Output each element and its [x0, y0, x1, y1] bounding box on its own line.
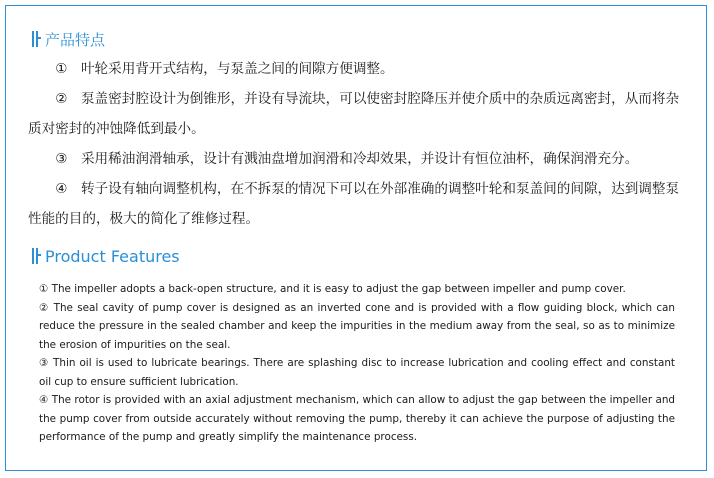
en-features-list — [6, 280, 706, 447]
cn-feature-item-4: ④ 转子设有轴向调整机构，在不拆泵的情况下可以在外部准确的调整叶轮和泵盖间的间隙，达到调整泵性能的目的，极大的简化了维修过程。 — [28, 181, 680, 227]
en-feature-item-4: ④ The rotor is provided with an axial adjustment mechanism, which can allow to adjust the gap between the impeller and the pump cover from outside accurately without removing the pump, thereby it can achieve the purpose of adjusting the performance of the pump and greatly simplify the maintenance process. — [39, 394, 675, 443]
en-feature-item-1: ① The impeller adopts a back-open structure, and it is easy to adjust the gap between impeller and pump cover. — [39, 283, 626, 295]
en-section-title: Product Features — [45, 246, 180, 266]
content-frame — [5, 5, 707, 471]
cn-features-section — [6, 26, 706, 234]
cn-feature-item-1: ① 叶轮采用背开式结构，与泵盖之间的间隙方便调整。 — [55, 61, 394, 77]
cn-features-list — [6, 54, 706, 234]
cn-section-heading — [6, 26, 706, 52]
heading-marker-icon — [32, 248, 41, 264]
heading-marker-icon — [32, 31, 41, 47]
en-section-heading — [6, 242, 706, 270]
cn-section-title: 产品特点 — [45, 30, 106, 49]
en-feature-item-2: ② The seal cavity of pump cover is designed as an inverted cone and is provided with a flow guiding block, which can reduce the pressure in the sealed chamber and keep the impurities in the medium away from the seal, so as to minimize the erosion of impurities on the seal. — [39, 301, 675, 351]
en-feature-item-3: ③ Thin oil is used to lubricate bearings. There are splashing disc to increase lubrication and cooling effect and constant oil cup to ensure sufficient lubrication. — [39, 357, 675, 388]
en-features-section — [6, 242, 706, 447]
cn-feature-item-3: ③ 采用稀油润滑轴承，设计有溅油盘增加润滑和冷却效果，并设计有恒位油杯，确保润滑充分。 — [55, 151, 639, 167]
cn-feature-item-2: ② 泵盖密封腔设计为倒锥形，并设有导流块，可以使密封腔降压并使介质中的杂质远离密封，从而将杂质对密封的冲蚀降低到最小。 — [28, 91, 680, 137]
